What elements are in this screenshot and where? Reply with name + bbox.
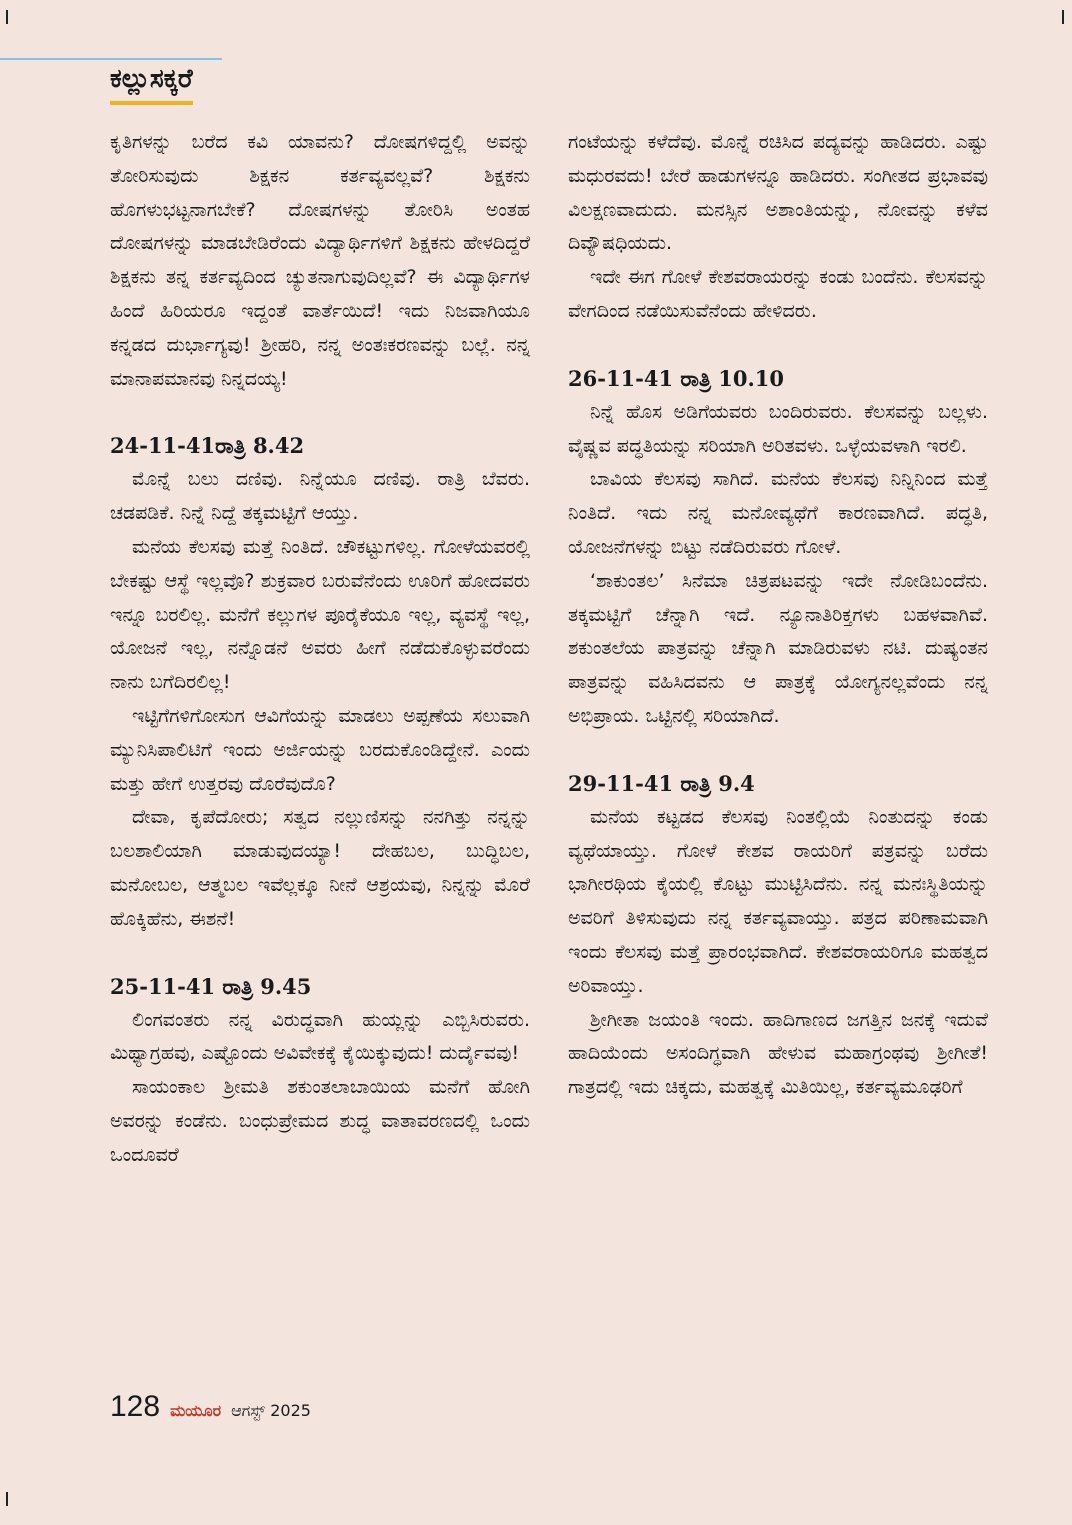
paragraph: ಸಾಯಂಕಾಲ ಶ್ರೀಮತಿ ಶಕುಂತಲಾಬಾಯಿಯ ಮನೆಗೆ ಹೋಗಿ ಅವರನ್ನು ಕಂಡೆನು. ಬಂಧುಪ್ರೇಮದ ಶುದ್ಧ ವಾತಾವರಣದಲ್ಲಿ ಒಂದು ಒಂದೂವರೆ (110, 1076, 530, 1166)
entry-heading: 25-11-41 ರಾತ್ರಿ 9.45 (110, 973, 312, 999)
paragraph: ಇದೇ ಈಗ ಗೋಳೆ ಕೇಶವರಾಯರನ್ನು ಕಂಡು ಬಂದೆನು. ಕೆಲಸವನ್ನು ವೇಗದಿಂದ ನಡೆಯಿಸುವೆನೆಂದು ಹೇಳಿದರು. (568, 266, 988, 322)
paragraph: ಮನೆಯ ಕಟ್ಟಡದ ಕೆಲಸವು ನಿಂತಲ್ಲಿಯೆ ನಿಂತುದನ್ನು ಕಂಡು ವ್ಯಥೆಯಾಯ್ತು. ಗೋಳೆ ಕೇಶವ ರಾಯರಿಗೆ ಪತ್ರವನ್ನು ಬರೆದು ಭಾಗೀರಥಿಯ ಕೈಯಲ್ಲಿ ಕೊಟ್ಟು ಮುಟ್ಟಿಸಿದೆನು. ನನ್ನ ಮನಃಸ್ಥಿತಿಯನ್ನು ಅವರಿಗೆ ತಿಳಿಸುವುದು ನನ್ನ ಕರ್ತವ್ಯವಾಯ್ತು. ಪತ್ರದ ಪರಿಣಾಮವಾಗಿ ಇಂದು ಕೆಲಸವು ಮತ್ತೆ ಪ್ರಾರಂಭವಾಗಿದೆ. ಕೇಶವರಾಯರಿಗೂ ಮಹತ್ವದ ಅರಿವಾಯ್ತು. (568, 805, 988, 997)
paragraph: ಮನೆಯ ಕೆಲಸವು ಮತ್ತೆ ನಿಂತಿದೆ. ಚೌಕಟ್ಟುಗಳಿಲ್ಲ. ಗೋಳೆಯವರಲ್ಲಿ ಬೇಕಷ್ಟು ಆಸ್ಥೆ ಇಲ್ಲವೊ? ಶುಕ್ರವಾರ ಬರುವೆನೆಂದು ಊರಿಗೆ ಹೋದವರು ಇನ್ನೂ ಬರಲಿಲ್ಲ. ಮನೆಗೆ ಕಲ್ಲುಗಳ ಪೂರೈಕೆಯೂ ಇಲ್ಲ, ವ್ಯವಸ್ಥೆ ಇಲ್ಲ, ಯೋಜನೆ ಇಲ್ಲ, ನನ್ನೊಡನೆ ಅವರು ಹೀಗೆ ನಡೆದುಕೊಳ್ಳುವರೆಂದು ನಾನು ಬಗೆದಿರಲಿಲ್ಲ! (110, 535, 530, 694)
paragraph: ‘ಶಾಕುಂತಲ’ ಸಿನೆಮಾ ಚಿತ್ರಪಟವನ್ನು ಇದೇ ನೋಡಿಬಂದೆನು. ತಕ್ಕಮಟ್ಟಿಗೆ ಚೆನ್ನಾಗಿ ಇದೆ. ನ್ಯೂನಾತಿರಿಕ್ತಗಳು ಬಹಳವಾಗಿವೆ. ಶಕುಂತಲೆಯ ಪಾತ್ರವನ್ನು ಚೆನ್ನಾಗಿ ಮಾಡಿರುವಳು ನಟಿ. ದುಷ್ಯಂತನ ಪಾತ್ರವನ್ನು ವಹಿಸಿದವನು ಆ ಪಾತ್ರಕ್ಕೆ ಯೋಗ್ಯನಲ್ಲವೆಂದು ನನ್ನ ಅಭಿಪ್ರಾಯ. ಒಟ್ಟಿನಲ್ಲಿ ಸರಿಯಾಗಿದೆ. (568, 569, 988, 727)
issue-date: ಆಗಸ್ಟ್ 2025 (231, 1401, 311, 1420)
paragraph: ಕೃತಿಗಳನ್ನು ಬರೆದ ಕವಿ ಯಾವನು? ದೋಷಗಳಿದ್ದಲ್ಲಿ ಅವನ್ನು ತೋರಿಸುವುದು ಶಿಕ್ಷಕನ ಕರ್ತವ್ಯವಲ್ಲವೆ? ಶಿಕ್ಷಕನು ಹೊಗಳುಭಟ್ಟನಾಗಬೇಕೆ? ದೋಷಗಳನ್ನು ತೋರಿಸಿ ಅಂತಹ ದೋಷಗಳನ್ನು ಮಾಡಬೇಡಿರೆಂದು ವಿದ್ಯಾರ್ಥಿಗಳಿಗೆ ಶಿಕ್ಷಕನು ಹೇಳದಿದ್ದರೆ ಶಿಕ್ಷಕನು ತನ್ನ ಕರ್ತವ್ಯದಿಂದ ಚ್ಯುತನಾಗುವುದಿಲ್ಲವೆ? ಈ ವಿದ್ಯಾರ್ಥಿಗಳ ಹಿಂದೆ ಹಿರಿಯರೂ ಇದ್ದಂತೆ ವಾರ್ತೆಯಿದೆ! ಇದು ನಿಜವಾಗಿಯೂ ಕನ್ನಡದ ದುರ್ಭಾಗ್ಯವು! ಶ್ರೀಹರಿ, ನನ್ನ ಅಂತಃಕರಣವನ್ನು ಬಲ್ಲೆ. ನನ್ನ ಮಾನಾಪಮಾನವು ನಿನ್ನದಯ್ಯ! (110, 131, 530, 390)
paragraph: ಬಾವಿಯ ಕೆಲಸವು ಸಾಗಿದೆ. ಮನೆಯ ಕೆಲಸವು ನಿನ್ನಿನಿಂದ ಮತ್ತೆ ನಿಂತಿದೆ. ಇದು ನನ್ನ ಮನೋವ್ಯಥೆಗೆ ಕಾರಣವಾಗಿದೆ. ಪದ್ಧತಿ, ಯೋಜನೆಗಳನ್ನು ಬಿಟ್ಟು ನಡೆದಿರುವರು ಗೋಳೆ. (568, 468, 988, 558)
crop-mark-top-left (6, 10, 8, 24)
page-footer (110, 1390, 311, 1424)
crop-mark-top-right (1062, 10, 1064, 24)
paragraph: ಲಿಂಗವಂತರು ನನ್ನ ವಿರುದ್ಧವಾಗಿ ಹುಯ್ಲನ್ನು ಎಬ್ಬಿಸಿರುವರು. ಮಿಥ್ಯಾಗ್ರಹವು, ಎಷ್ಟೊಂದು ಅವಿವೇಕಕ್ಕೆ ಕೈಯಿಕ್ಕುವುದು! ದುರ್ದೈವವು! (110, 1008, 530, 1065)
section-top-rule (0, 58, 222, 60)
paragraph: ಶ್ರೀಗೀತಾ ಜಯಂತಿ ಇಂದು. ಹಾದಿಗಾಣದ ಜಗತ್ತಿನ ಜನಕ್ಕೆ ಇದುವೆ ಹಾದಿಯೆಂದು ಅಸಂದಿಗ್ಧವಾಗಿ ಹೇಳುವ ಮಹಾಗ್ರಂಥವು ಶ್ರೀಗೀತೆ! ಗಾತ್ರದಲ್ಲಿ ಇದು ಚಿಕ್ಕದು, ಮಹತ್ವಕ್ಕೆ ಮಿತಿಯಿಲ್ಲ, ಕರ್ತವ್ಯಮೂಢರಿಗೆ (568, 1008, 988, 1099)
paragraph: ದೇವಾ, ಕೃಪೆದೋರು; ಸತ್ವದ ನಲ್ಲುಣಿಸನ್ನು ನನಗಿತ್ತು ನನ್ನನ್ನು ಬಲಶಾಲಿಯಾಗಿ ಮಾಡುವುದಯ್ಯಾ! ದೇಹಬಲ, ಬುದ್ಧಿಬಲ, ಮನೋಬಲ, ಆತ್ಮಬಲ ಇವೆಲ್ಲಕ್ಕೂ ನೀನೆ ಆಶ್ರಯವು, ನಿನ್ನನ್ನು ಮೊರೆ ಹೊಕ್ಕಿಹೆನು, ಈಶನೆ! (110, 806, 530, 930)
magazine-logo: ಮಯೂರ (170, 1401, 222, 1420)
section-title: ಕಲ್ಲುಸಕ್ಕರೆ (110, 64, 193, 105)
paragraph: ಇಟ್ಟಿಗೆಗಳಿಗೋಸುಗ ಆವಿಗೆಯನ್ನು ಮಾಡಲು ಅಪ್ಪಣೆಯ ಸಲುವಾಗಿ ಮ್ಯುನಿಸಿಪಾಲಿಟಿಗೆ ಇಂದು ಅರ್ಜಿಯನ್ನು ಬರದುಕೊಂಡಿದ್ದೇನೆ. ಎಂದು ಮತ್ತು ಹೇಗೆ ಉತ್ತರವು ದೊರೆವುದೊ? (110, 704, 530, 795)
paragraph: ನಿನ್ನೆ ಹೊಸ ಅಡಿಗೆಯವರು ಬಂದಿರುವರು. ಕೆಲಸವನ್ನು ಬಲ್ಲಳು. ವೈಷ್ಣವ ಪದ್ಧತಿಯನ್ನು ಸರಿಯಾಗಿ ಅರಿತವಳು. ಒಳ್ಳೆಯವಳಾಗಿ ಇರಲಿ. (568, 400, 988, 457)
entry-heading: 29-11-41 ರಾತ್ರಿ 9.4 (568, 770, 755, 796)
entry-heading: 26-11-41 ರಾತ್ರಿ 10.10 (568, 365, 785, 391)
page-number: 128 (110, 1390, 161, 1423)
left-column (110, 126, 530, 1173)
paragraph: ಗಂಟೆಯನ್ನು ಕಳೆದೆವು. ಮೊನ್ನೆ ರಚಿಸಿದ ಪದ್ಯವನ್ನು ಹಾಡಿದರು. ಎಷ್ಟು ಮಧುರವದು! ಬೇರೆ ಹಾಡುಗಳನ್ನೂ ಹಾಡಿದರು. ಸಂಗೀತದ ಪ್ರಭಾವವು ವಿಲಕ್ಷಣವಾದುದು. ಮನಸ್ಸಿನ ಅಶಾಂತಿಯನ್ನು, ನೋವನ್ನು ಕಳೆವ ದಿವ್ಯೌಷಧಿಯದು. (568, 131, 988, 255)
crop-mark-bottom-left (6, 1492, 8, 1506)
entry-heading: 24-11-41ರಾತ್ರಿ 8.42 (110, 433, 305, 459)
right-column (568, 126, 988, 1105)
paragraph: ಮೊನ್ನೆ ಬಲು ದಣಿವು. ನಿನ್ನೆಯೂ ದಣಿವು. ರಾತ್ರಿ ಬೆವರು. ಚಡಪಡಿಕೆ. ನಿನ್ನೆ ನಿದ್ದೆ ತಕ್ಕಮಟ್ಟಿಗೆ ಆಯ್ತು. (110, 468, 530, 525)
